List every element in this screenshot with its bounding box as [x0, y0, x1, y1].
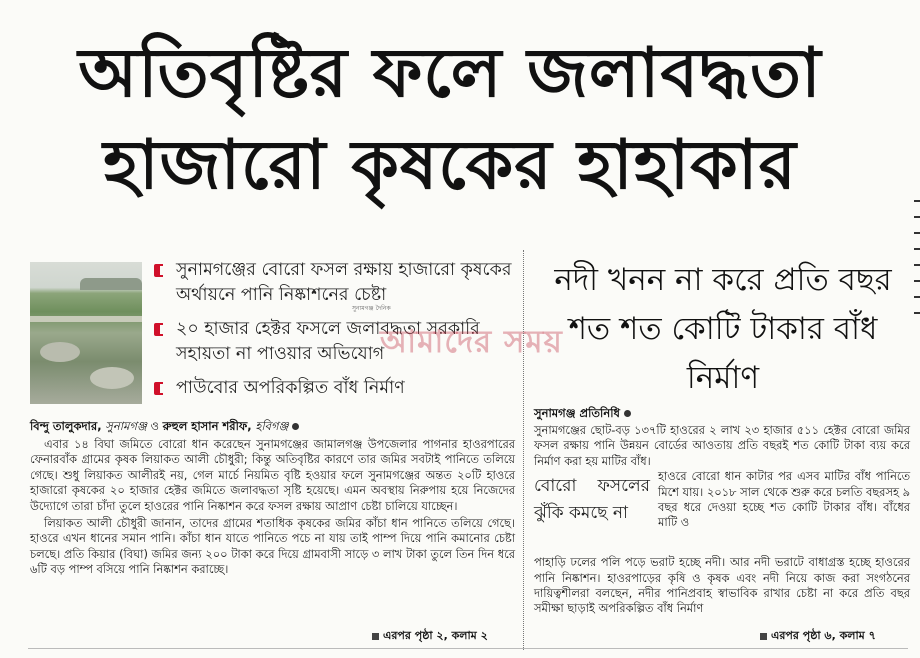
red-bullet-icon — [154, 382, 165, 395]
highlight-item: সুনামগঞ্জের বোরো ফসল রক্ষায় হাজারো কৃষকের অর্থায়নে পানি নিষ্কাশনের চেষ্টা — [152, 258, 514, 308]
paragraph: হাওরে বোরো ধান কাটার পর এসব মাটির বাঁধ পানিতে মিশে যায়। ২০১৮ সাল থেকে শুরু করে চলতি বছরসহ ৯ বছর ধরে দেওয়া হচ্ছে শত কোটি টাকার বাঁধ। বাঁধের মাটি ও — [658, 469, 910, 530]
square-bullet-icon — [372, 633, 379, 640]
highlight-item: পাউবোর অপরিকল্পিত বাঁধ নির্মাণ — [152, 376, 514, 401]
paragraph: এবার ১৪ বিঘা জমিতে বোরো ধান করেছেন সুনামগঞ্জের জামালগঞ্জ উপজেলার পাগনার হাওরপারের ফেনারবাঁক গ্রামের কৃষক লিয়াকত আলী চৌধুরী; কিন্তু অতিবৃষ্টির কারণে তার জমির সবটাই পানিতে তলিয়ে গেছে। শুধু লিয়াকত আলীরই নয়, গেল মার্চে নিয়মিত বৃষ্টি হওয়ার ফলে সুনামগঞ্জের অন্তত ২০টি হাওরে হাজারো কৃষকের ২০ হাজার হেক্টর জমিতে জলাবদ্ধতা সৃষ্টি হয়েছে। এমন অবস্থায় নিরুপায় হয়ে নিজেদের উদ্যোগে তারা চাঁদা তুলে হাওরের পানি নিষ্কাশন করে ফসল রক্ষায় আপ্রাণ চেষ্টা চালিয়ে যাচ্ছেন। — [30, 437, 515, 513]
column-divider — [523, 250, 524, 650]
byline-dot-icon — [292, 423, 299, 430]
red-bullet-icon — [154, 323, 165, 336]
headline-line-2: হাজারো কৃষকের হাহাকার — [103, 126, 797, 205]
byline-dot-icon — [624, 410, 631, 417]
main-headline — [0, 28, 900, 212]
paragraph: পাহাড়ি ঢলের পলি পড়ে ভরাট হচ্ছে নদী। আর নদী ভরাটে বাধাগ্রস্ত হচ্ছে হাওরের পানি নিষ্কাশন। হাওরপাড়ের কৃষি ও কৃষক এবং নদী নিয়ে কাজ করা সংগঠনের দায়িত্বশীলরা বলছেন, নদীর পানিপ্রবাহ স্বাভাবিক রাখার চেষ্টা না করে প্রতি বছর সমীক্ষা ছাড়াই অপরিকল্পিত বাঁধ নির্মাণ — [534, 555, 910, 616]
continuation-note-right: এরপর পৃষ্ঠা ৬, কলাম ৭ — [760, 627, 876, 646]
continuation-note-left: এরপর পৃষ্ঠা ২, কলাম ২ — [372, 627, 488, 646]
article-body-left — [30, 437, 515, 580]
red-bullet-icon — [154, 264, 165, 277]
second-headline: নদী খনন না করে প্রতি বছর শত শত কোটি টাকার বাঁধ নির্মাণ — [554, 262, 892, 396]
byline-right: সুনামগঞ্জ প্রতিনিধি — [534, 405, 631, 424]
square-bullet-icon — [760, 633, 767, 640]
inset-pull-quote: বোরো ফসলের ঝুঁকি কমছে না — [534, 476, 650, 524]
article-body-right — [534, 423, 910, 617]
byline-left: বিন্দু তালুকদার, সুনামগঞ্জ ও রুহুল হাসান শরীফ, হবিগঞ্জ — [30, 418, 299, 437]
flooded-field-photo — [30, 262, 142, 404]
bottom-rule — [28, 648, 908, 649]
highlight-item: ২০ হাজার হেক্টর ফসলে জলাবদ্ধতা সরকারি সহায়তা না পাওয়ার অভিযোগ — [152, 317, 514, 367]
newspaper-watermark-logo: আমাদের সময় — [380, 324, 563, 360]
headline-line-1: অতিবৃষ্টির ফলে জলাবদ্ধতা — [78, 34, 822, 113]
paragraph: সুনামগঞ্জের ছোট-বড় ১৩৭টি হাওরের ২ লাখ ২৩ হাজার ৫১১ হেক্টর বোরো জমির ফসল রক্ষায় পানি উন্নয়ন বোর্ডের আওতায় প্রতি বছরই শত কোটি টাকা ব্যয় করে নির্মাণ করা হয় মাটির বাঁধ। — [534, 423, 910, 468]
watermark-caption: সুনামগঞ্জ দৈনিক — [352, 305, 391, 312]
paragraph: লিয়াকত আলী চৌধুরী জানান, তাদের গ্রামের শতাধিক কৃষকের জমির কাঁচা ধান পানিতে তলিয়ে গেছে। হাওরে এখন ধানের সমান পানি। কাঁচা ধান যাতে পানিতে পচে না যায় তাই পাম্প দিয়ে পানি কমানোর চেষ্টা চলছে। প্রতি কিয়ার (বিঘা) জমির জন্য ২০০ টাকা করে দিয়ে গ্রামবাসী সাড়ে ৩ লাখ টাকা তুলে তিন দিন ধরে ৬টি বড় পাম্প বসিয়ে পানি নিষ্কাশন করাচ্ছে। — [30, 516, 515, 577]
